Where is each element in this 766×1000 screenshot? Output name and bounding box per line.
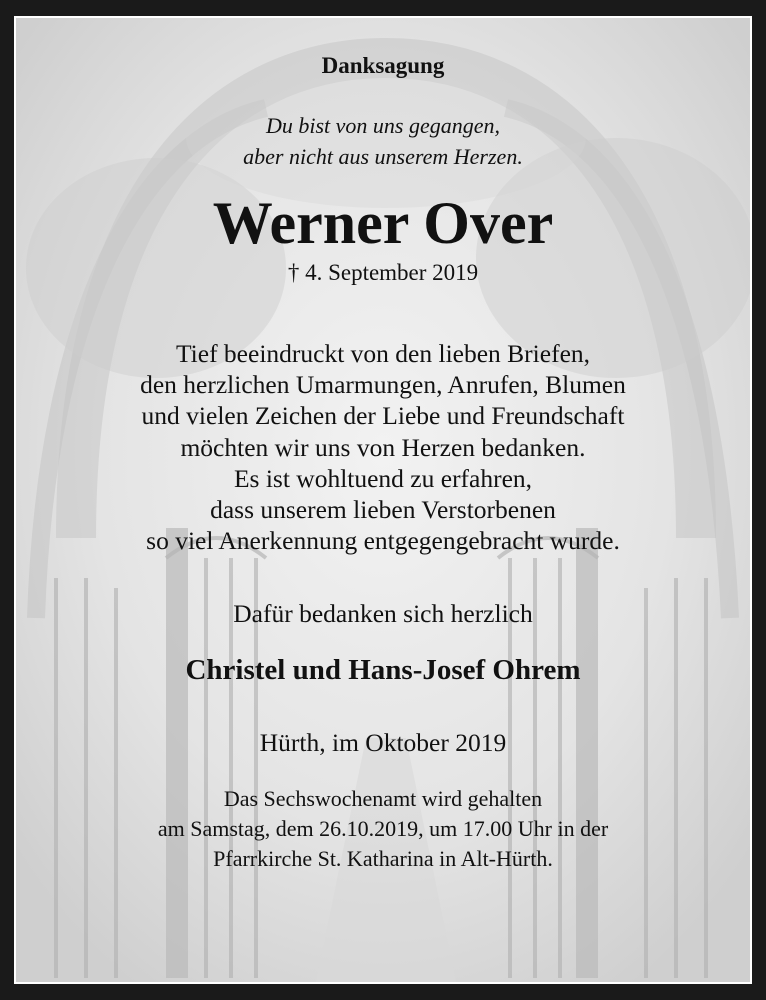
service-line: am Samstag, dem 26.10.2019, um 17.00 Uhr in der (157, 816, 609, 842)
notice-content (16, 18, 750, 874)
service-line: Das Sechswochenamt wird gehalten (223, 786, 543, 812)
body-line: Tief beeindruckt von den lieben Briefen, (175, 339, 591, 368)
body-line: möchten wir uns von Herzen bedanken. (180, 432, 586, 462)
notice-panel (14, 16, 752, 984)
notice-heading: Danksagung (321, 53, 445, 78)
motto-verse (16, 110, 750, 172)
body-line: dass unserem lieben Verstorbenen (210, 495, 556, 525)
body-line: Es ist wohltuend zu erfahren, (233, 463, 533, 493)
service-announcement (16, 784, 750, 874)
body-line: so viel Anerkennung entgegengebracht wurde. (146, 526, 620, 556)
place-and-date: Hürth, im Oktober 2019 (259, 728, 507, 758)
body-line: und vielen Zeichen der Liebe und Freundschaft (141, 401, 625, 431)
thanks-intro: Dafür bedanken sich herzlich (233, 599, 533, 629)
service-line: Pfarrkirche St. Katharina in Alt-Hürth. (213, 846, 553, 872)
motto-line: aber nicht aus unserem Herzen. (243, 144, 523, 169)
thank-you-text (16, 338, 750, 556)
deceased-name: Werner Over (212, 190, 554, 256)
death-date: † 4. September 2019 (287, 260, 479, 285)
signers-names: Christel und Hans-Josef Ohrem (185, 654, 581, 687)
motto-line: Du bist von uns gegangen, (265, 113, 501, 138)
body-line: den herzlichen Umarmungen, Anrufen, Blumen (140, 370, 626, 400)
